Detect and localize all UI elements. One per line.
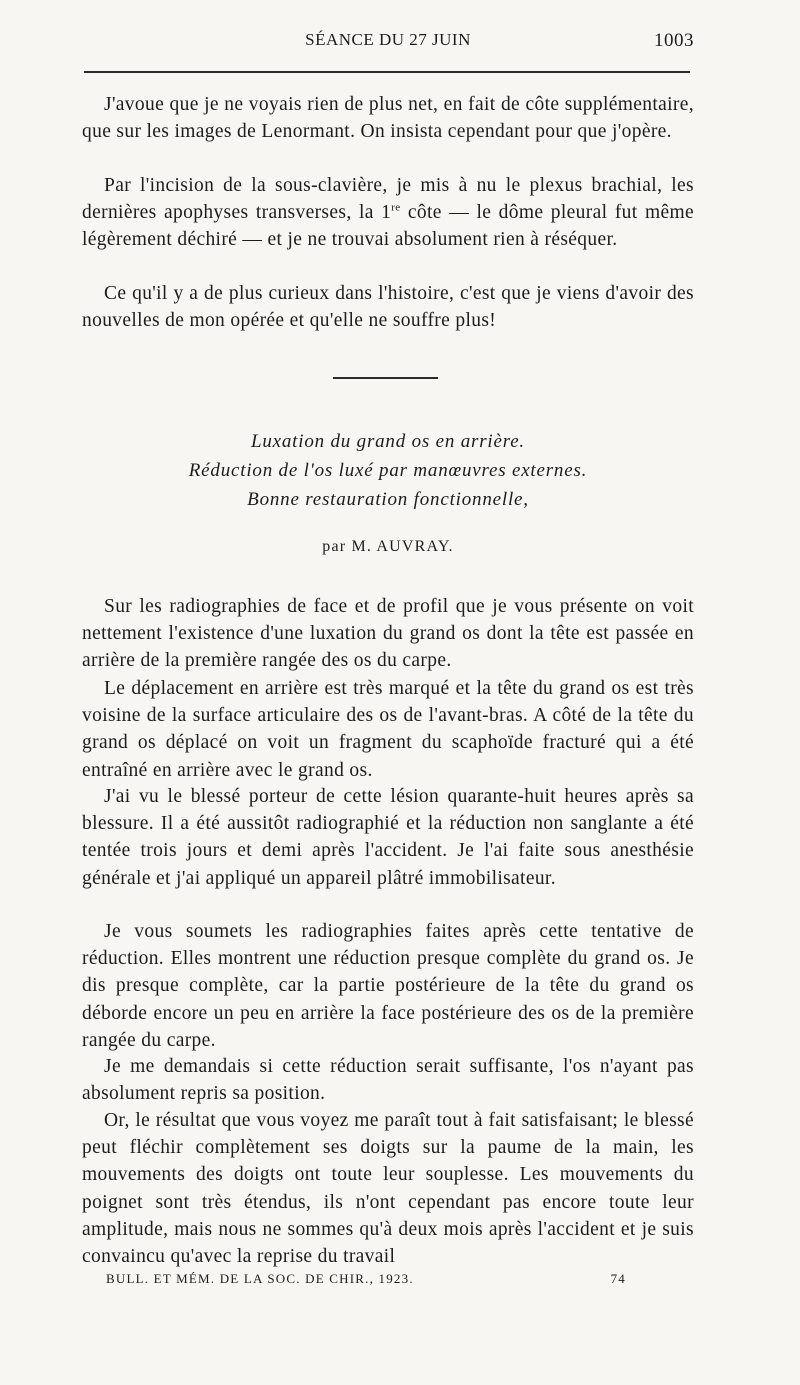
paragraph-3: Ce qu'il y a de plus curieux dans l'histoire, c'est que je viens d'avoir des nouvelles de mon opérée et qu'elle ne souffre plus! <box>82 283 694 332</box>
page-footer <box>106 1271 626 1287</box>
article-title-line-1: Luxation du grand os en arrière. <box>250 431 525 452</box>
paragraph-5: Le déplacement en arrière est très marqué et la tête du grand os est très voisine de la surface articulaire des os de l'avant-bras. A côté de la tête du grand os déplacé on voit un fragment du scaphoïde fracturé qui a été entraîné en arrière avec le grand os. <box>82 678 694 781</box>
paragraph-2: Par l'incision de la sous-clavière, je mis à nu le plexus brachial, les dernières apophyses transverses, la 1re côte — le dôme pleural fut même légèrement déchiré — et je ne trouvai absolument rien à réséquer. <box>82 175 694 251</box>
footer-signature: 74 <box>610 1271 626 1286</box>
paragraph-4: Sur les radiographies de face et de profil que je vous présente on voit nettement l'existence d'une luxation du grand os dont la tête est passée en arrière de la première rangée des os du carpe. <box>82 596 694 672</box>
paragraph-9: Or, le résultat que vous voyez me paraît tout à fait satisfaisant; le blessé peut fléchir complètement ses doigts sur la paume de la main, les mouvements des doigts ont toute leur souplesse. Les mouvements du poignet sont très étendus, ils n'ont cependant pas encore toute leur amplitude, mais nous ne sommes qu'à deux mois après l'accident et je suis convaincu qu'avec la reprise du travail <box>82 1110 694 1268</box>
footer-journal: BULL. ET MÉM. DE LA SOC. DE CHIR., 1923. <box>106 1271 414 1286</box>
page-number: 1003 <box>654 30 694 51</box>
paragraph-8: Je me demandais si cette réduction serait suffisante, l'os n'ayant pas absolument repris sa position. <box>82 1056 694 1105</box>
running-header <box>82 30 694 54</box>
article-title <box>82 427 694 514</box>
paragraph-7: Je vous soumets les radiographies faites après cette tentative de réduction. Elles montrent une réduction presque complète du grand os. Je dis presque complète, car la partie postérieure de la tête du grand os déborde encore un peu en arrière la face postérieure des os de la première rangée du carpe. <box>82 921 694 1051</box>
article-title-line-3: Bonne restauration fonctionnelle, <box>247 489 529 510</box>
paragraph-1: J'avoue que je ne voyais rien de plus net, en fait de côte supplémentaire, que sur les images de Lenormant. On insista cependant pour que j'opère. <box>82 94 694 143</box>
header-title: SÉANCE DU 27 JUIN <box>305 30 471 49</box>
article-author: par M. AUVRAY. <box>322 538 454 555</box>
article-title-line-2: Réduction de l'os luxé par manœuvres externes. <box>188 460 588 481</box>
paragraph-6: J'ai vu le blessé porteur de cette lésion quarante-huit heures après sa blessure. Il a été aussitôt radiographié et la réduction non sanglante a été tentée trois jours et demi après l'accident. Je l'ai faite sous anesthésie générale et j'ai appliqué un appareil plâtré immobilisateur. <box>82 786 694 889</box>
header-rule <box>84 71 690 73</box>
section-separator <box>333 377 438 379</box>
